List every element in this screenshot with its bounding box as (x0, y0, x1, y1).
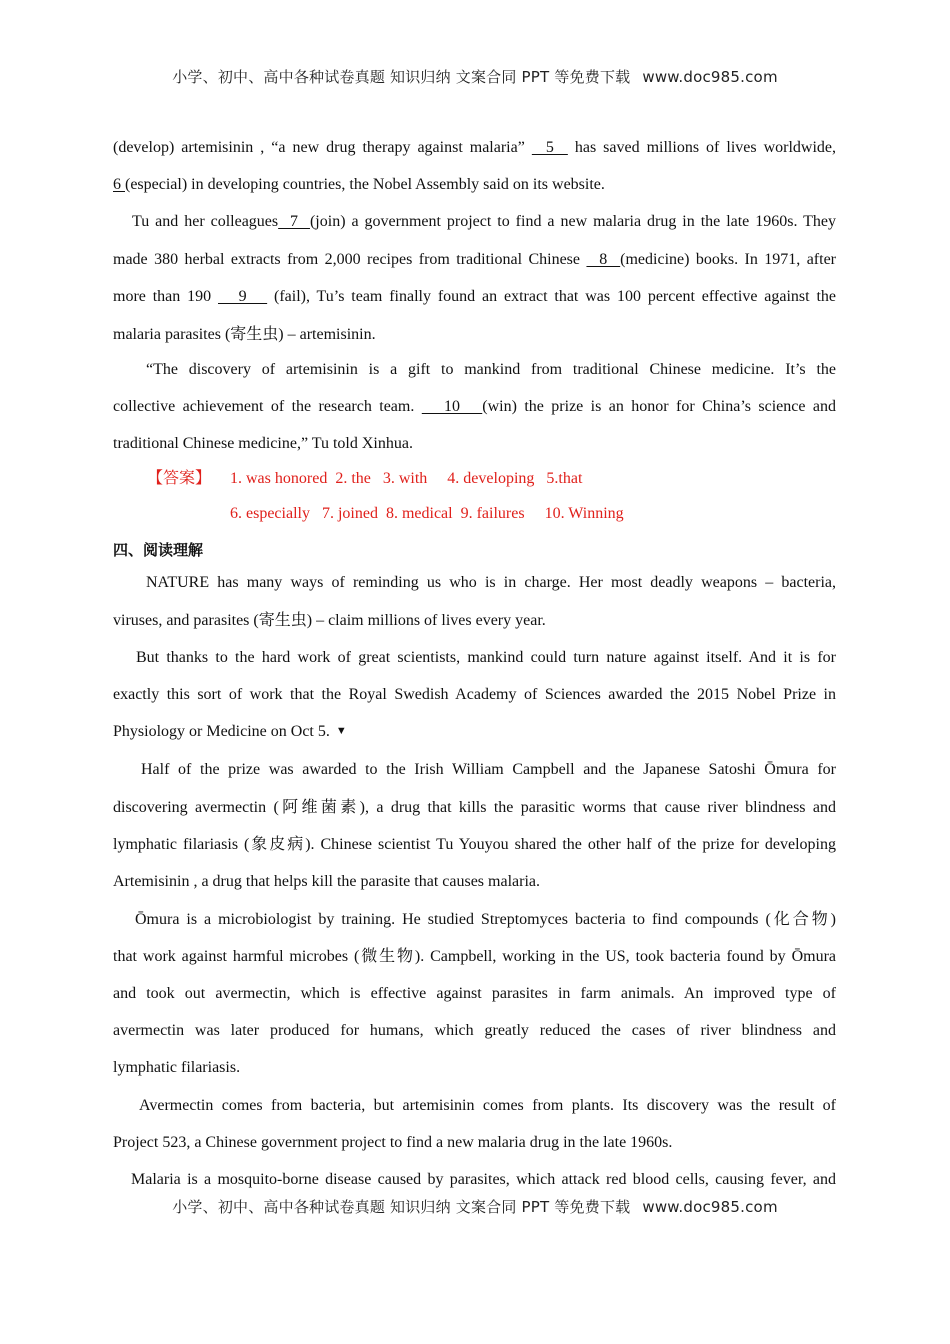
cloze-p2-line1: Tu and her colleagues 7 (join) a government project to find a new malaria drug in the late 1960s. They (132, 213, 837, 230)
reading-p2-line2: exactly this sort of work that the Royal Swedish Academy of Sciences awarded the 2015 Nobel Prize in (113, 686, 836, 703)
blank-6[interactable]: 6 (113, 176, 125, 193)
reading-p4-line1: Ōmura is a microbiologist by training. He studied Streptomyces bacteria to find compounds (化合物) (135, 911, 836, 928)
reading-p3-line1: Half of the prize was awarded to the Irish William Campbell and the Japanese Satoshi Ōmura for (141, 761, 836, 778)
page-footer (0, 1196, 950, 1217)
section-title-reading: 四、阅读理解 (113, 541, 204, 559)
cloze-p3-line2: collective achievement of the research team. 10 (win) the prize is an honor for China’s science and (113, 398, 836, 415)
dropdown-triangle-icon[interactable]: ▼ (335, 725, 347, 737)
reading-p2-line3: Physiology or Medicine on Oct 5. ▼ (113, 723, 347, 740)
blank-10[interactable]: 10 (421, 398, 483, 415)
header-text: 小学、初中、高中各种试卷真题 知识归纳 文案合同 PPT 等免费下载 (172, 68, 631, 86)
blank-7[interactable]: 7 (278, 213, 310, 230)
reading-p3-line2: discovering avermectin (阿维菌素), a drug that kills the parasitic worms that cause river blindness and (113, 799, 836, 816)
cloze-p3-line3: traditional Chinese medicine,” Tu told Xinhua. (113, 435, 413, 452)
cloze-p3-line1: “The discovery of artemisinin is a gift to mankind from traditional Chinese medicine. It’s the (146, 361, 836, 378)
blank-5[interactable]: 5 (531, 139, 568, 156)
header-url[interactable]: www.doc985.com (642, 68, 778, 86)
reading-p1-line2: viruses, and parasites (寄生虫) – claim millions of lives every year. (113, 612, 546, 629)
reading-p4-line4: avermectin was later produced for humans, which greatly reduced the cases of river blindness and (113, 1022, 836, 1039)
footer-url[interactable]: www.doc985.com (642, 1198, 778, 1216)
cloze-p2-line3: more than 190 9 (fail), Tu’s team finally found an extract that was 100 percent effective against the (113, 288, 837, 305)
cloze-p1-line2: 6 (especial) in developing countries, the Nobel Assembly said on its website. (113, 176, 605, 193)
answer-line-2: 6. especially 7. joined 8. medical 9. failures 10. Winning (230, 505, 624, 522)
reading-p3-line3: lymphatic filariasis (象皮病). Chinese scientist Tu Youyou shared the other half of the prize for developing (113, 836, 836, 853)
cloze-p2-line2: made 380 herbal extracts from 2,000 recipes from traditional Chinese 8 (medicine) books. In 1971, after (113, 251, 837, 268)
reading-p6-line1: Malaria is a mosquito-borne disease caused by parasites, which attack red blood cells, causing fever, and (131, 1171, 836, 1188)
reading-p4-line5: lymphatic filariasis. (113, 1059, 241, 1076)
reading-p4-line3: and took out avermectin, which is effective against parasites in farm animals. An improved type of (113, 985, 836, 1002)
reading-p2-line1: But thanks to the hard work of great scientists, mankind could turn nature against itself. And it is for (136, 649, 836, 666)
answer-label: 【答案】 (147, 470, 212, 487)
reading-p3-line4: Artemisinin , a drug that helps kill the parasite that causes malaria. (113, 873, 540, 890)
blank-9[interactable]: 9 (218, 288, 268, 305)
page-header (0, 66, 950, 87)
answer-line-1: 1. was honored 2. the 3. with 4. developing 5.that (230, 470, 583, 487)
blank-8[interactable]: 8 (586, 251, 621, 268)
cloze-p2-line4: malaria parasites (寄生虫) – artemisinin. (113, 326, 376, 343)
footer-text: 小学、初中、高中各种试卷真题 知识归纳 文案合同 PPT 等免费下载 (172, 1198, 631, 1216)
reading-p4-line2: that work against harmful microbes (微生物). Campbell, working in the US, took bacteria found by Ōmura (113, 948, 836, 965)
reading-p5-line1: Avermectin comes from bacteria, but artemisinin comes from plants. Its discovery was the result of (139, 1097, 836, 1114)
reading-p5-line2: Project 523, a Chinese government project to find a new malaria drug in the late 1960s. (113, 1134, 673, 1151)
reading-p1-line1: NATURE has many ways of reminding us who is in charge. Her most deadly weapons – bacteria, (146, 574, 836, 591)
cloze-p1-line1: (develop) artemisinin , “a new drug therapy against malaria” 5 has saved millions of lives worldwide, (113, 139, 837, 156)
